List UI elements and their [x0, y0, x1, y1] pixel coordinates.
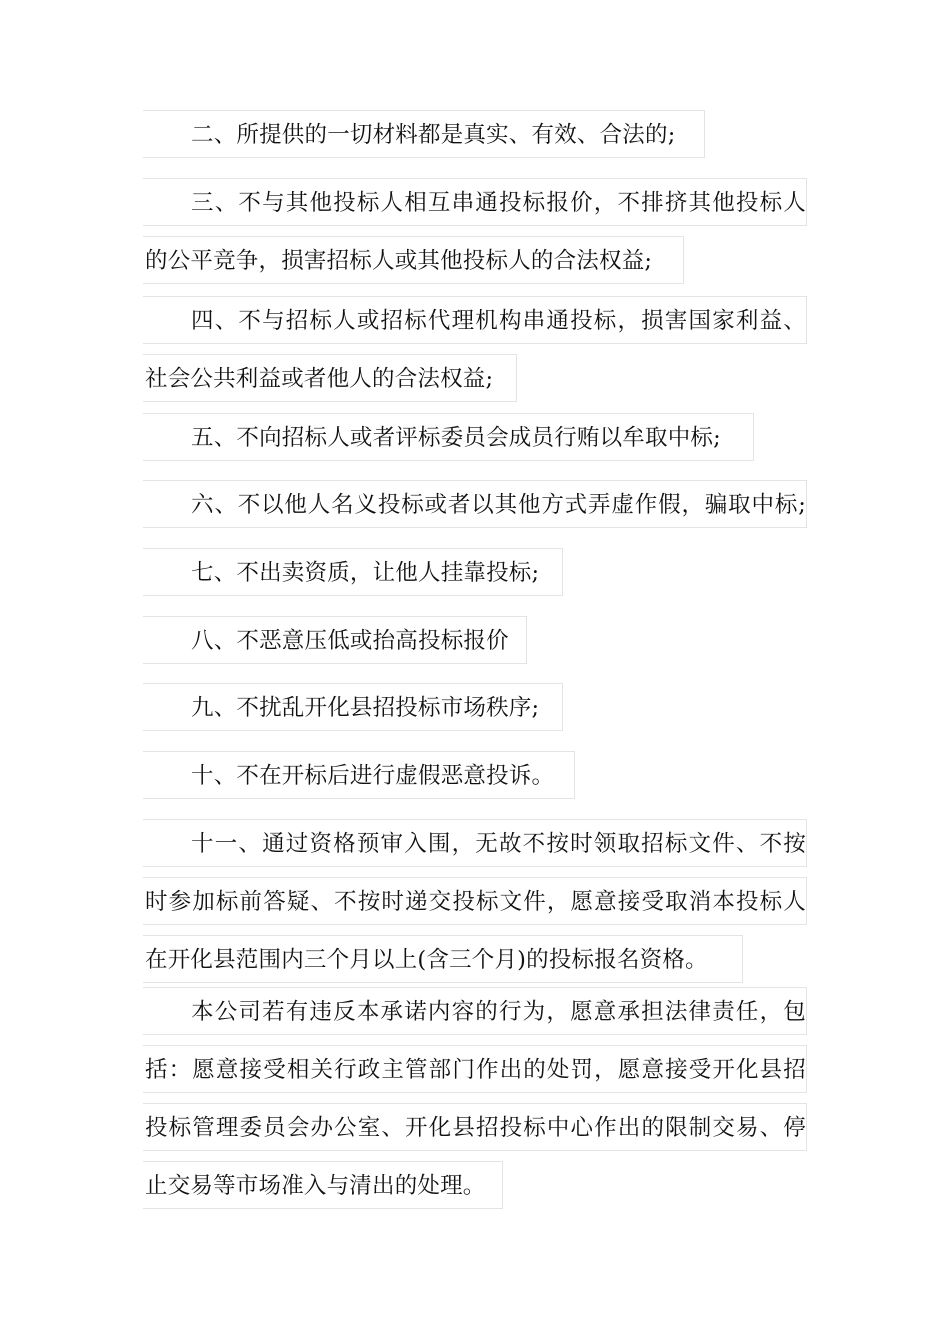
paragraph-6 — [143, 480, 807, 538]
paragraph-2 — [143, 110, 807, 168]
paragraph-line: 括：愿意接受相关行政主管部门作出的处罚，愿意接受开化县招 — [143, 1045, 807, 1093]
paragraph-line: 十、不在开标后进行虚假恶意投诉。 — [143, 751, 575, 799]
paragraph-5 — [143, 413, 807, 471]
paragraph-line: 的公平竞争，损害招标人或其他投标人的合法权益; — [143, 236, 684, 284]
paragraph-line: 八、不恶意压低或抬高投标报价 — [143, 616, 527, 664]
paragraph-line: 社会公共利益或者他人的合法权益; — [143, 354, 517, 402]
paragraph-3 — [143, 178, 807, 294]
paragraph-line: 九、不扰乱开化县招投标市场秩序; — [143, 683, 563, 731]
paragraph-line: 二、所提供的一切材料都是真实、有效、合法的; — [143, 110, 705, 158]
paragraph-line: 四、不与招标人或招标代理机构串通投标，损害国家利益、 — [143, 296, 807, 344]
paragraph-9 — [143, 683, 807, 741]
paragraph-line: 止交易等市场准入与清出的处理。 — [143, 1161, 503, 1209]
paragraph-4 — [143, 296, 807, 412]
paragraph-line: 本公司若有违反本承诺内容的行为，愿意承担法律责任，包 — [143, 987, 807, 1035]
paragraph-11 — [143, 819, 807, 993]
paragraph-7 — [143, 548, 807, 606]
paragraph-8 — [143, 616, 807, 674]
paragraph-line: 十一、通过资格预审入围，无故不按时领取招标文件、不按 — [143, 819, 807, 867]
paragraph-line: 七、不出卖资质，让他人挂靠投标; — [143, 548, 563, 596]
paragraph-line: 六、不以他人名义投标或者以其他方式弄虚作假，骗取中标; — [143, 480, 807, 528]
paragraph-line: 三、不与其他投标人相互串通投标报价，不排挤其他投标人 — [143, 178, 807, 226]
paragraph-line: 在开化县范围内三个月以上(含三个月)的投标报名资格。 — [143, 935, 743, 983]
paragraph-line: 五、不向招标人或者评标委员会成员行贿以牟取中标; — [143, 413, 754, 461]
paragraph-line: 时参加标前答疑、不按时递交投标文件，愿意接受取消本投标人 — [143, 877, 807, 925]
paragraph-line: 投标管理委员会办公室、开化县招投标中心作出的限制交易、停 — [143, 1103, 807, 1151]
paragraph-commitment — [143, 987, 807, 1219]
paragraph-10 — [143, 751, 807, 809]
